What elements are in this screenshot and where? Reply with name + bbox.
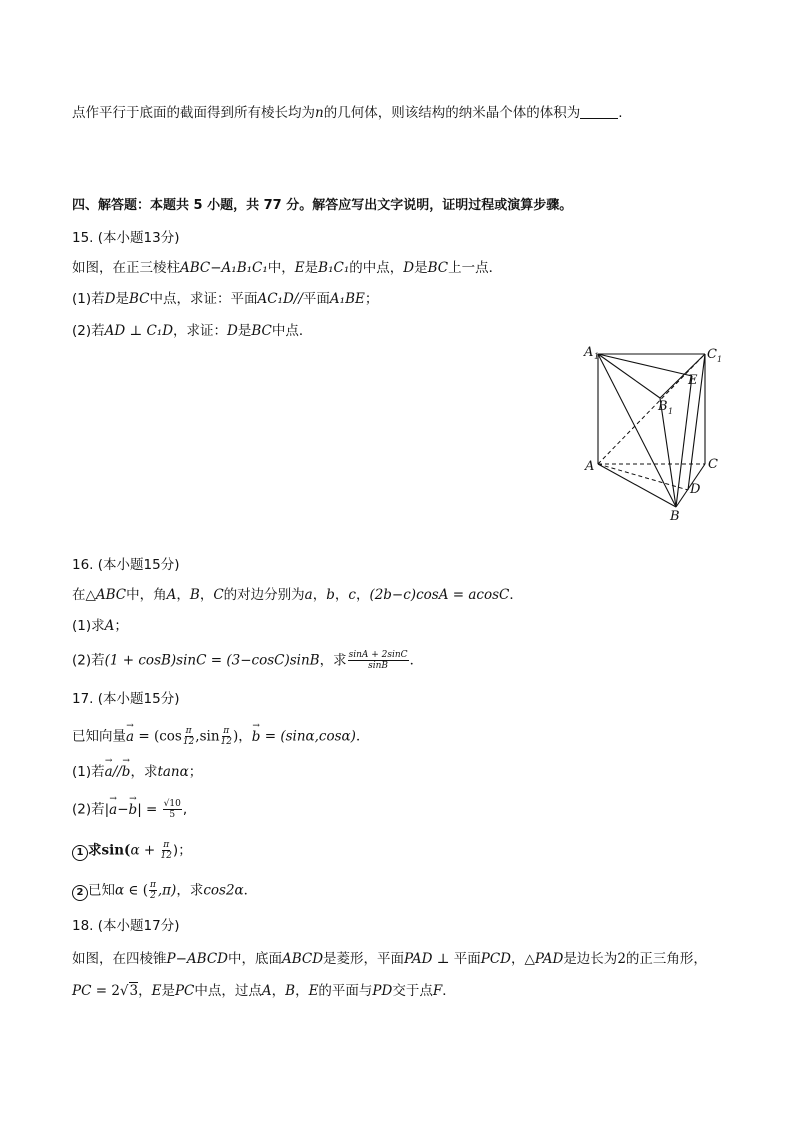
q17-s1-text: 求sin( bbox=[88, 842, 131, 859]
sqrt3: 3 bbox=[129, 983, 139, 999]
q15-p2-text: 是 bbox=[237, 323, 252, 339]
q17-sub2 bbox=[72, 880, 257, 901]
q17-header: 17. (本小题15分) bbox=[72, 691, 180, 707]
comma: ， bbox=[271, 983, 286, 999]
plus: + bbox=[139, 842, 160, 859]
point-e: E bbox=[294, 260, 305, 276]
alpha: α bbox=[130, 842, 140, 859]
q15-text: 如图，在正三棱柱 bbox=[72, 260, 180, 276]
q18-text: 是边长为 bbox=[563, 951, 618, 967]
q18-text: 中点，过点 bbox=[194, 983, 262, 999]
q16-p2-text: (2)若 bbox=[72, 652, 105, 669]
q15-p2-text: (2)若 bbox=[72, 323, 105, 339]
side-a: a bbox=[304, 587, 313, 603]
pi-over-12 bbox=[183, 726, 194, 747]
q16-part1 bbox=[72, 616, 128, 636]
q17-s2-text: ，求 bbox=[176, 882, 204, 899]
line-a1e bbox=[598, 354, 692, 376]
q15-stem bbox=[72, 258, 502, 278]
label-e: E bbox=[688, 373, 698, 388]
comma: , bbox=[182, 801, 188, 818]
q16-equation: (2b−c)cosA = acosC bbox=[369, 587, 510, 603]
intro-text-b: 的几何体，则该结构的纳米晶个体的体积为 bbox=[323, 105, 581, 121]
point-e: E bbox=[151, 983, 162, 999]
edge-ab bbox=[598, 464, 676, 507]
parallel-symbol: // bbox=[293, 291, 303, 307]
label-c: C bbox=[707, 347, 717, 362]
vector-a: → a bbox=[105, 762, 113, 782]
q17-sub1 bbox=[72, 840, 192, 861]
q15-header: 15. (本小题13分) bbox=[72, 230, 180, 246]
line-ac1-hidden bbox=[598, 354, 705, 464]
q16-fraction bbox=[348, 650, 409, 671]
two: 2 bbox=[617, 951, 626, 967]
eq: = 2 bbox=[91, 983, 120, 999]
in-symbol: ∈ ( bbox=[124, 882, 148, 899]
pi: π bbox=[185, 726, 192, 736]
comma: ， bbox=[199, 587, 214, 603]
fraction-numerator: sinA + 2sinC bbox=[348, 650, 408, 660]
vector-a: → a bbox=[126, 727, 134, 747]
pi-over-12 bbox=[221, 726, 232, 747]
q15-p1-end: ； bbox=[364, 291, 379, 307]
vector-b: → b bbox=[129, 800, 138, 820]
vector-b: → b bbox=[122, 762, 131, 782]
q15-part2 bbox=[72, 321, 312, 341]
angle-a: A bbox=[166, 587, 177, 603]
segment-pc: PC bbox=[174, 983, 195, 999]
var-n: n bbox=[315, 105, 324, 121]
label-c: C bbox=[708, 457, 718, 472]
q17-s2-text: 已知 bbox=[88, 882, 115, 899]
q17-p2-text: | = bbox=[137, 801, 162, 818]
q17-text: 已知向量 bbox=[72, 728, 126, 745]
sqrt10-over-5 bbox=[163, 799, 182, 820]
label-sub: 1 bbox=[717, 355, 723, 364]
comma: ， bbox=[295, 983, 309, 999]
vector-b: → b bbox=[252, 727, 261, 747]
section-heading: 四、解答题：本题共 5 小题，共 77 分。解答应写出文字说明，证明过程或演算步骤。 bbox=[72, 198, 573, 213]
q15-text: 上一点． bbox=[448, 260, 503, 276]
intro-end: . bbox=[618, 105, 623, 121]
label-d: D bbox=[690, 482, 701, 497]
five: 5 bbox=[169, 810, 176, 820]
cos2-alpha: cos2α bbox=[203, 882, 244, 899]
point-d: D bbox=[227, 323, 238, 339]
point-a: A bbox=[261, 983, 272, 999]
edge-b1c1 bbox=[660, 354, 705, 398]
point-f: F bbox=[432, 983, 443, 999]
triangle-symbol: △ bbox=[524, 951, 535, 967]
q15-p1-text: 是 bbox=[115, 291, 129, 307]
label-sub: 1 bbox=[668, 407, 674, 416]
q16-stem bbox=[72, 585, 523, 605]
q15-p1-text: (1)若 bbox=[72, 291, 105, 307]
angle-b: B bbox=[189, 587, 200, 603]
plane-pad: PAD bbox=[404, 951, 433, 967]
fraction-denominator: sinB bbox=[368, 661, 389, 671]
comma: ， bbox=[355, 587, 370, 603]
point-d: D bbox=[104, 291, 116, 307]
label-a: A bbox=[585, 459, 595, 474]
q16-p2-equation: (1 + cosB)sinC = (3−cosC)sinB bbox=[104, 652, 320, 669]
q17-p1-end: ； bbox=[188, 764, 203, 780]
q16-p1-text: (1)求 bbox=[72, 618, 105, 634]
q18-text: 的平面与 bbox=[318, 983, 373, 999]
triangle-pad: PAD bbox=[534, 951, 564, 967]
parallel-symbol: // bbox=[112, 764, 122, 780]
comma: ， bbox=[312, 587, 327, 603]
comma: ， bbox=[334, 587, 349, 603]
q18-text: 的正三角形， bbox=[625, 951, 707, 967]
triangle-abc: ABC bbox=[95, 587, 127, 603]
period: ． bbox=[409, 652, 424, 669]
segment-b1c1: B₁C₁ bbox=[318, 260, 350, 276]
twelve: 12 bbox=[160, 851, 172, 861]
segment-pd: PD bbox=[372, 983, 393, 999]
period: ． bbox=[509, 587, 523, 603]
pi-over-2 bbox=[149, 880, 157, 901]
twelve: 12 bbox=[220, 737, 232, 747]
q16-header: 16. (本小题15分) bbox=[72, 557, 180, 573]
comma: ， bbox=[138, 983, 152, 999]
q16-p1-end: ； bbox=[114, 618, 128, 634]
twelve: 12 bbox=[182, 737, 195, 747]
q18-text: 交于点 bbox=[392, 983, 433, 999]
q15-part1 bbox=[72, 289, 378, 309]
q15-p2-text: 中点． bbox=[271, 323, 313, 339]
period: ． bbox=[243, 882, 258, 899]
segment-pc: PC bbox=[72, 983, 92, 999]
prism-name: ABC−A₁B₁C₁ bbox=[180, 260, 268, 276]
q16-p2-text: ，求 bbox=[319, 652, 347, 669]
q17-p1-text: ，求 bbox=[130, 764, 158, 780]
pi: π bbox=[223, 726, 230, 736]
q18-line2: PC = 2√3，E是PC中点，过点A，B，E的平面与PD交于点F． bbox=[72, 983, 456, 999]
label-b: B bbox=[658, 399, 668, 414]
q18-text: 平面 bbox=[453, 951, 481, 967]
q16-text: 在 bbox=[72, 587, 86, 603]
q16-part2 bbox=[72, 650, 423, 671]
label-a: A bbox=[584, 345, 594, 360]
q18-text: ， bbox=[511, 951, 525, 967]
two: 2 bbox=[150, 891, 156, 901]
segment-bc: BC bbox=[128, 291, 150, 307]
q18-stem bbox=[72, 949, 707, 969]
segment-bc: BC bbox=[251, 323, 272, 339]
q15-text: 的中点， bbox=[349, 260, 404, 276]
minus: − bbox=[117, 801, 129, 818]
pi-over-12 bbox=[160, 840, 171, 861]
q17-eq: = (sinα,cosα) bbox=[260, 728, 356, 745]
point-d: D bbox=[403, 260, 415, 276]
angle-a: A bbox=[104, 618, 115, 634]
period: ． bbox=[442, 983, 456, 999]
q17-eq: ,sin bbox=[195, 728, 220, 745]
intro-line bbox=[72, 103, 623, 123]
q18-text: 是 bbox=[161, 983, 175, 999]
edge-a1b1 bbox=[598, 354, 660, 398]
q15-text: 中， bbox=[267, 260, 295, 276]
perp-expr: AD ⊥ C₁D bbox=[104, 323, 174, 339]
intro-text: 点作平行于底面的截面得到所有棱长均为 bbox=[72, 105, 315, 121]
q17-eq: = (cos bbox=[134, 728, 182, 745]
q16-text: 的对边分别为 bbox=[223, 587, 305, 603]
point-e: E bbox=[308, 983, 319, 999]
q18-text: 是菱形，平面 bbox=[323, 951, 405, 967]
pi: π bbox=[149, 880, 156, 890]
side-b: b bbox=[326, 587, 335, 603]
q17-eq: )， bbox=[232, 728, 252, 745]
alpha: α bbox=[115, 882, 125, 899]
tan-alpha: tanα bbox=[157, 764, 189, 780]
segment-bc: BC bbox=[427, 260, 449, 276]
q15-p1-text: 中点，求证：平面 bbox=[149, 291, 258, 307]
label-sub: 1 bbox=[594, 352, 600, 361]
perp-symbol: ⊥ bbox=[432, 951, 454, 967]
answer-blank bbox=[580, 104, 618, 119]
q17-part2 bbox=[72, 799, 187, 820]
q15-text: 是 bbox=[304, 260, 319, 276]
q17-p1-text: (1)若 bbox=[72, 764, 105, 780]
q17-s1-end: )； bbox=[172, 842, 192, 859]
point-b: B bbox=[285, 983, 296, 999]
plane-ac1d: AC₁D bbox=[257, 291, 294, 307]
vector-a: → a bbox=[109, 800, 117, 820]
pyramid-name: P−ABCD bbox=[166, 951, 228, 967]
prism-figure bbox=[580, 340, 730, 525]
sqrt10: √10 bbox=[163, 799, 181, 809]
q18-header: 18. (本小题17分) bbox=[72, 918, 180, 934]
comma: ， bbox=[176, 587, 190, 603]
angle-c: C bbox=[213, 587, 224, 603]
q18-text: 如图，在四棱锥 bbox=[72, 951, 167, 967]
q17-p2-text: (2)若| bbox=[72, 801, 110, 818]
q15-p2-text: ，求证： bbox=[173, 323, 228, 339]
q15-p1-text: 平面 bbox=[302, 291, 330, 307]
line-ad-hidden bbox=[598, 464, 688, 490]
q17-stem bbox=[72, 726, 369, 747]
q16-text: 中，角 bbox=[126, 587, 167, 603]
plane-pcd: PCD bbox=[480, 951, 511, 967]
q15-text: 是 bbox=[414, 260, 428, 276]
circled-number: 1 bbox=[72, 845, 88, 861]
plane-a1be: A₁BE bbox=[329, 291, 365, 307]
circled-number: 2 bbox=[72, 885, 88, 901]
interval-end: ,π) bbox=[157, 882, 177, 899]
q17-part1 bbox=[72, 762, 202, 782]
pi: π bbox=[163, 840, 170, 850]
label-b: B bbox=[670, 509, 680, 524]
base-abcd: ABCD bbox=[281, 951, 324, 967]
period: ． bbox=[355, 728, 370, 745]
q18-text: 中，底面 bbox=[227, 951, 282, 967]
triangle-symbol: △ bbox=[85, 587, 96, 603]
side-c: c bbox=[348, 587, 356, 603]
